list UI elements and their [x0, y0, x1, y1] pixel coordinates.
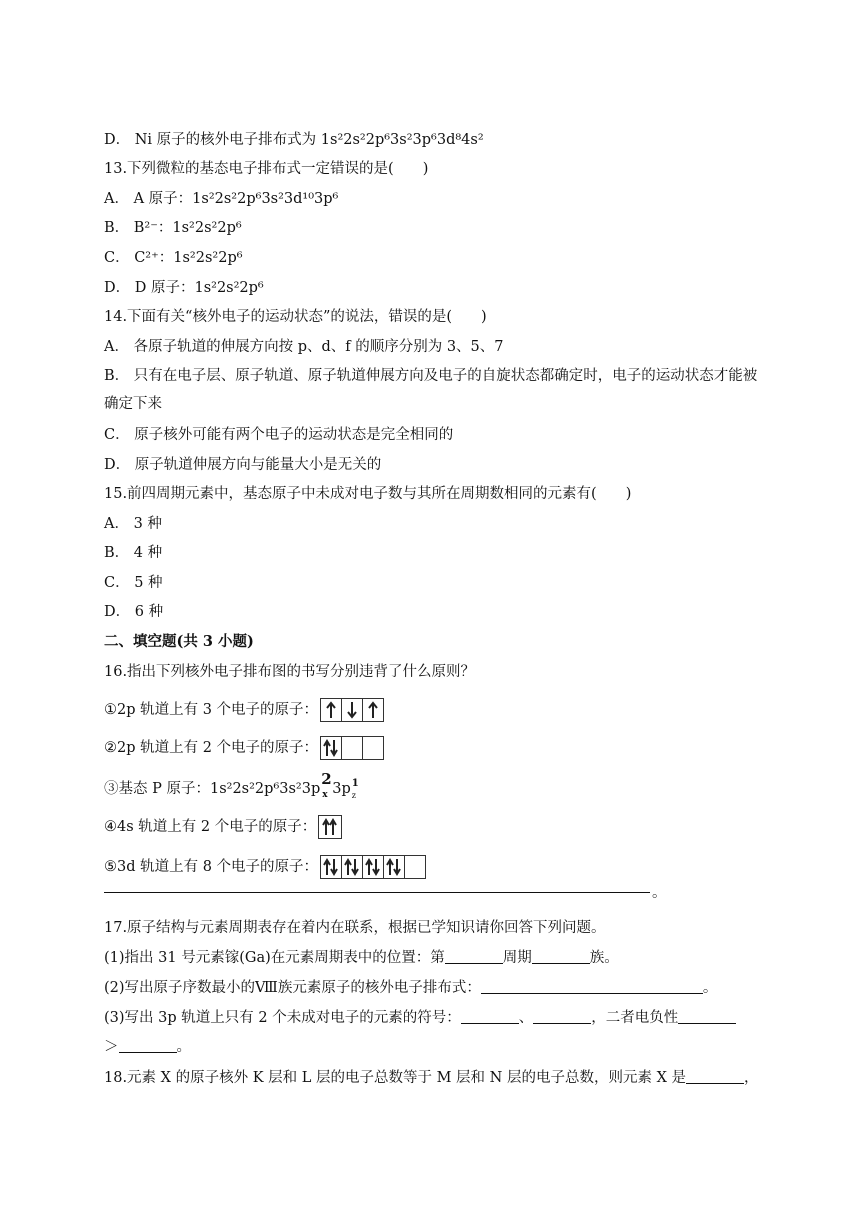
q14-option-a: A． 各原子轨道的伸展方向按 p、d、f 的顺序分别为 3、5、7 — [104, 339, 504, 355]
q17-part3-e: 。 — [176, 1039, 191, 1055]
q17-blank-symbol1[interactable] — [461, 1009, 519, 1024]
q16-item-3-label: ③基态 P 原子：1s²2s²2p⁶3s²3p — [104, 781, 321, 797]
q16-item-1-label: ①2p 轨道上有 3 个电子的原子： — [104, 702, 319, 718]
section-heading: 二、填空题(共 3 小题) — [104, 633, 254, 650]
orbital-diagram-2p2 — [320, 736, 384, 760]
q17-part2-a: (2)写出原子序数最小的Ⅷ族元素原子的核外电子排布式： — [104, 980, 481, 996]
q17-part1-c: 族。 — [589, 950, 619, 966]
q16-answer-line[interactable] — [104, 892, 650, 893]
q13-stem: 13.下列微粒的基态电子排布式一定错误的是( ) — [104, 161, 429, 177]
q14-stem: 14.下面有关“核外电子的运动状态”的说法，错误的是( ) — [104, 309, 487, 325]
q16-item-5 — [104, 855, 426, 879]
q18-stem-a: 18.元素 X 的原子核外 K 层和 L 层的电子总数等于 M 层和 N 层的电子总数，则元素 X 是 — [104, 1070, 687, 1086]
q15-option-d: D． 6 种 — [104, 604, 164, 620]
subscript-x-superscript-2: 2 x — [321, 770, 332, 800]
orbital-diagram-3d8 — [320, 855, 426, 879]
q15-option-a: A． 3 种 — [104, 516, 162, 532]
q17-blank-en2[interactable] — [119, 1038, 177, 1053]
q12-option-d: D． Ni 原子的核外电子排布式为 1s²2s²2p⁶3s²3p⁶3d⁸4s² — [104, 132, 484, 148]
q15-stem: 15.前四周期元素中，基态原子中未成对电子数与其所在周期数相同的元素有( ) — [104, 486, 632, 502]
q18-blank-element[interactable] — [686, 1069, 744, 1084]
q17-stem: 17.原子结构与元素周期表存在着内在联系，根据已学知识请你回答下列问题。 — [104, 920, 606, 936]
orbital-diagram-2p3 — [320, 698, 384, 722]
q16-item-2-label: ②2p 轨道上有 2 个电子的原子： — [104, 740, 319, 756]
q18-stem-b: ， — [744, 1070, 759, 1086]
q16-item-4-label: ④4s 轨道上有 2 个电子的原子： — [104, 819, 317, 835]
q17-part3-cont — [104, 1037, 191, 1057]
q16-end-mark: 。 — [652, 885, 667, 901]
q16-item-4 — [104, 815, 342, 839]
q13-option-c: C． C²⁺：1s²2s²2p⁶ — [104, 250, 243, 266]
q17-blank-config[interactable] — [481, 979, 703, 994]
q16-stem: 16.指出下列核外电子排布图的书写分别违背了什么原则？ — [104, 664, 476, 680]
q13-option-d: D． D 原子：1s²2s²2p⁶ — [104, 280, 264, 296]
subscript-z-superscript-1: 1 z — [351, 778, 359, 800]
q17-blank-en1[interactable] — [678, 1009, 736, 1024]
q16-item-5-label: ⑤3d 轨道上有 8 个电子的原子： — [104, 859, 319, 875]
q16-item-2 — [104, 736, 384, 760]
q17-blank-symbol2[interactable] — [533, 1009, 591, 1024]
q15-option-b: B． 4 种 — [104, 545, 163, 561]
q17-part2-b: 。 — [702, 980, 718, 996]
q16-item-3 — [104, 770, 359, 800]
q14-option-c: C． 原子核外可能有两个电子的运动状态是完全相同的 — [104, 427, 454, 443]
q16-item-1 — [104, 698, 384, 722]
q17-part2 — [104, 978, 717, 998]
q17-blank-group[interactable] — [532, 949, 590, 964]
q17-blank-period[interactable] — [445, 949, 503, 964]
q17-part3-c: ，二者电负性 — [591, 1010, 679, 1026]
q17-part3 — [104, 1008, 736, 1028]
q15-option-c: C． 5 种 — [104, 575, 163, 591]
q17-part1 — [104, 948, 619, 968]
q16-item-3-tail: 3p — [332, 781, 351, 797]
q17-part1-b: 周期 — [502, 950, 532, 966]
q14-option-d: D． 原子轨道伸展方向与能量大小是无关的 — [104, 457, 382, 473]
q13-option-a: A． A 原子：1s²2s²2p⁶3s²3d¹⁰3p⁶ — [104, 191, 339, 207]
q17-part3-d: ＞ — [104, 1039, 119, 1055]
q17-part1-a: (1)指出 31 号元素镓(Ga)在元素周期表中的位置：第 — [104, 950, 445, 966]
q17-part3-a: (3)写出 3p 轨道上只有 2 个未成对电子的元素的符号： — [104, 1010, 461, 1026]
q18-stem — [104, 1068, 759, 1088]
q17-part3-b: 、 — [518, 1010, 534, 1026]
q14-option-b: B． 只有在电子层、原子轨道、原子轨道伸展方向及电子的自旋状态都确定时，电子的运动状态才能被确定下来 — [104, 368, 758, 412]
q13-option-b: B． B²⁻：1s²2s²2p⁶ — [104, 220, 242, 236]
orbital-diagram-4s2 — [318, 815, 342, 839]
